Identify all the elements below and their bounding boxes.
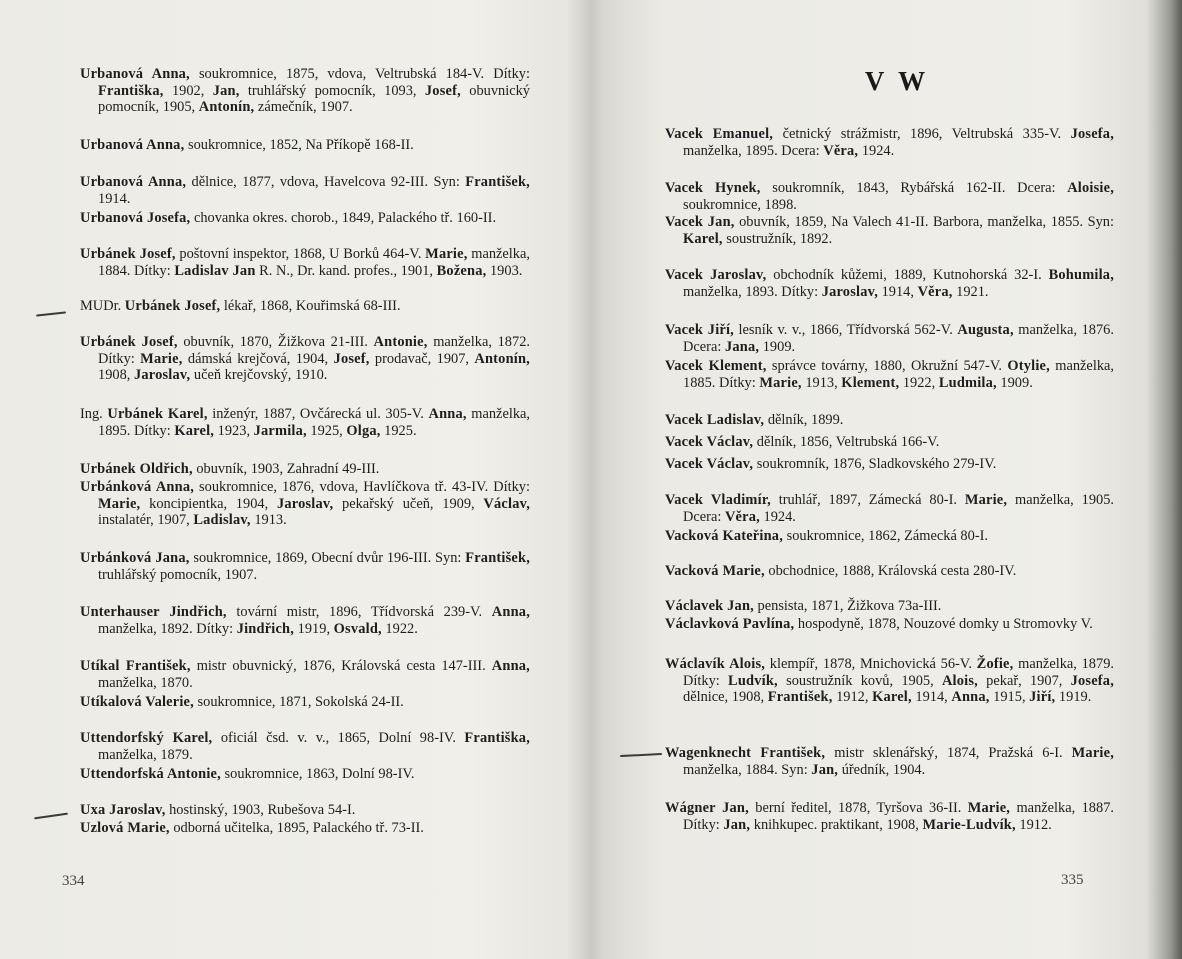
entry-name: Josef, [333,350,370,367]
entry-name: Anna, [428,406,467,422]
entry-text: manželka, 1876. Dcera: [683,322,1114,355]
directory-entry [665,267,1114,300]
entry-text: manželka, 1884. Dítky: [98,246,530,279]
entry-text: obuvník, 1903, Zahradní 49-III. [192,461,380,477]
entry-name: Anna, [491,658,530,674]
entry-name: Jan, [811,761,839,778]
entry-text: manželka, 1872. Dítky: [98,334,530,367]
entry-name: Utíkal František, [80,658,191,674]
entry-text: 1925. [380,422,417,439]
entry-text: obchodník kůžemi, 1889, Kutnohorská 32-I. [766,267,1049,283]
page-number: 334 [62,873,85,889]
entry-text: soukromnice, 1863, Dolní 98-IV. [220,766,415,782]
entry-name: Otylie, [1007,358,1050,374]
entry-name: Karel, [872,689,912,706]
directory-entry [80,658,530,691]
entry-text: dělnice, 1877, vdova, Havelcova 92-III. Syn: [186,174,466,190]
directory-entry [665,563,1114,580]
entry-text: hostinský, 1903, Rubešova 54-I. [165,802,356,818]
entry-name: Antonie, [373,334,428,350]
entry-name: František, [465,174,530,190]
entry-name: Uxa Jaroslav, [80,802,166,818]
entry-text: soukromnice, 1869, Obecní dvůr 196-III. Syn: [189,550,466,566]
entry-text: truhlář, 1897, Zámecká 80-I. [770,492,965,508]
entry-name: Marie, [964,492,1008,508]
directory-entry [80,479,530,529]
entry-name: Urbánek Karel, [107,406,208,422]
entry-name: Vacková Marie, [665,563,765,579]
directory-entry [665,492,1114,525]
directory-entry [80,694,530,711]
entry-text: pekařský učeň, 1909, [333,495,484,512]
entry-text: 1924. [759,508,796,525]
entry-text: úředník, 1904. [838,761,926,778]
entry-text: 1915, [989,689,1030,706]
directory-entry [80,802,530,819]
entry-text: 1919, [294,620,334,637]
directory-entry [665,616,1114,633]
entry-name: Osvald, [333,620,382,637]
entry-name: Augusta, [957,322,1014,338]
entry-text: mistr sklenářský, 1874, Pražská 6-I. [825,745,1072,761]
entry-text: manželka, 1879. Dítky: [683,656,1114,689]
entry-text: oficiál čsd. v. v., 1865, Dolní 98-IV. [212,730,465,746]
entry-text: 1909. [996,374,1033,391]
entry-name: Karel, [174,422,215,439]
entry-text: koncipientka, 1904, [140,495,277,512]
right-page [590,0,1182,959]
entry-text: odborná učitelka, 1895, Palackého tř. 73-II. [169,820,424,836]
directory-entry [665,214,1114,247]
entry-text: četnický strážmistr, 1896, Veltrubská 335-V. [773,126,1071,142]
entry-name: Vacek Ladislav, [665,412,765,428]
entry-text: 1921. [952,283,989,300]
entry-name: Věra, [823,142,859,159]
entry-text: lékař, 1868, Kouřimská 68-III. [220,298,401,314]
entry-name: Anna, [951,689,990,706]
entry-name: Uttendorfský Karel, [80,730,213,746]
entry-text: knihkupec. praktikant, 1908, [750,816,923,833]
entry-name: Josef, [424,82,461,99]
entry-name: Věra, [724,508,760,525]
entry-name: Jarmila, [253,422,307,439]
entry-name: Bohumila, [1048,267,1114,283]
directory-entry [665,180,1114,213]
entry-text: tovární mistr, 1896, Třídvorská 239-V. [226,604,492,620]
entry-name: Unterhauser Jindřich, [80,604,227,620]
entry-text: manželka, 1885. Dítky: [683,358,1114,391]
directory-entry [80,461,530,478]
entry-name: Urbánková Jana, [80,550,190,566]
entry-name: František, [465,550,530,566]
directory-entry [665,126,1114,159]
entry-text: soukromnice, 1875, vdova, Veltrubská 184-V. Dítky: [189,66,530,82]
entry-name: Jan, [723,816,751,833]
entry-name: Marie, [98,495,141,512]
entry-text: zámečník, 1907. [254,99,353,116]
entry-name: Vacek Jaroslav, [665,267,767,283]
entry-text: soustružník, 1892. [722,230,833,247]
entry-text: soukromnice, 1876, vdova, Havlíčkova tř. 43-IV. Dítky: [194,479,530,495]
entry-name: Vacek Vladimír, [665,492,771,508]
entry-text: truhlářský pomocník, 1093, [239,82,425,99]
left-page [0,0,585,959]
directory-entry [665,456,1114,473]
entry-text: manželka, 1893. Dítky: [683,283,822,300]
entry-name: Vacek Hynek, [665,180,761,196]
entry-name: Vacek Emanuel, [665,126,774,142]
entry-text: R. N., Dr. kand. profes., 1901, [255,262,437,279]
entry-text: berní ředitel, 1878, Tyršova 36-II. [748,800,968,816]
directory-entry [80,604,530,637]
entry-name: Žofie, [976,656,1014,672]
entry-text: soukromnice, 1898. [683,196,797,213]
directory-entry [80,766,530,783]
entry-name: Jaroslav, [821,283,878,300]
entry-name: Vacek Jiří, [665,322,734,338]
entry-name: Marie, [425,246,468,262]
entry-name: Antonín, [474,350,530,367]
entry-text: manželka, 1895. Dítky: [98,406,531,439]
entry-name: Václavková Pavlína, [665,616,795,632]
entry-text: poštovní inspektor, 1868, U Borků 464-V. [175,246,426,262]
entry-name: Františka, [464,730,530,746]
directory-entry [80,137,530,154]
entry-name: Ludvík, [728,672,778,689]
entry-name: Vacek Klement, [665,358,767,374]
entry-name: Utíkalová Valerie, [80,694,194,710]
entry-text: Ing. [80,406,108,422]
entry-name: Antonín, [198,99,255,116]
entry-name: Jana, [724,338,760,355]
entry-text: soukromnice, 1862, Zámecká 80-I. [783,528,989,544]
pencil-mark [34,813,68,819]
entry-name: Věra, [917,283,953,300]
entry-text: 1923, [214,422,254,439]
directory-entry [665,745,1114,778]
entry-name: Marie, [967,800,1011,816]
entry-text: 1913, [801,374,842,391]
entry-text: pekař, 1907, [977,672,1071,689]
entry-name: Urbanová Anna, [80,66,190,82]
entry-name: Urbánek Josef, [80,246,176,262]
directory-entry [665,598,1114,615]
entry-name: Josefa, [1070,126,1114,142]
directory-entry [665,322,1114,355]
entry-text: manželka, 1879. [98,746,193,763]
entry-text: 1908, [98,367,134,384]
entry-name: Urbánková Anna, [80,479,195,495]
entry-name: Ludmila, [938,374,997,391]
entry-text: 1914, [911,689,952,706]
entry-text: dělník, 1899. [764,412,844,428]
entry-name: Vacek Václav, [665,434,754,450]
entry-text: inženýr, 1887, Ovčárecká ul. 305-V. [207,406,429,422]
entry-name: Jan, [212,82,240,99]
entry-text: obuvnický pomocník, 1905, [98,82,531,116]
entry-name: Jaroslav, [133,367,191,384]
entry-name: Ladislav Jan [174,262,256,279]
entry-name: Jindřich, [236,620,295,637]
entry-text: obuvník, 1859, Na Valech 41-II. Barbora, manželka, 1855. Syn: [734,214,1114,230]
entry-text: 1912, [832,689,873,706]
entry-text: manželka, 1905. Dcera: [683,492,1115,525]
directory-entry [665,800,1114,833]
entry-text: 1925, [306,422,347,439]
entry-text: učeň krejčovský, 1910. [190,367,328,384]
entry-text: obchodnice, 1888, Královská cesta 280-IV. [764,563,1017,579]
entry-text: dělnice, 1908, [683,689,768,706]
entry-text: chovanka okres. chorob., 1849, Palackého tř. 160-II. [190,210,497,226]
entry-text: soustružník kovů, 1905, [777,672,942,689]
entry-text: mistr obuvnický, 1876, Královská cesta 147-III. [190,658,492,674]
directory-entry [80,174,530,207]
entry-name: Uttendorfská Antonie, [80,766,221,782]
entry-text: manželka, 1884. Syn: [683,761,812,778]
entry-name: Vacek Jan, [665,214,735,230]
entry-name: Karel, [683,230,723,247]
entry-text: prodavač, 1907, [369,350,475,367]
pencil-mark [36,311,66,316]
entry-name: Marie, [1071,745,1114,761]
entry-text: dělník, 1856, Veltrubská 166-V. [753,434,940,450]
directory-entry [80,246,530,279]
entry-name: Wáclavík Alois, [665,656,766,672]
entry-text: soukromnice, 1852, Na Příkopě 168-II. [184,137,414,153]
entry-text: 1914, [878,283,918,300]
entry-name: Václavek Jan, [665,598,754,614]
entry-name: Urbanová Anna, [80,174,187,190]
section-heading: V W [864,66,930,96]
directory-entry [665,412,1114,429]
directory-entry [665,358,1114,391]
entry-name: Božena, [436,262,487,279]
entry-text: 1913. [250,512,287,529]
entry-name: Františka, [98,82,164,99]
entry-name: Josefa, [1070,672,1114,689]
entry-name: Jiří, [1029,689,1056,706]
entry-text: manželka, 1870. [98,674,193,691]
entry-text: manželka, 1887. Dítky: [683,800,1114,833]
entry-name: Ladislav, [193,512,251,529]
directory-entry [80,66,530,116]
entry-name: Marie, [759,374,802,391]
entry-name: Uzlová Marie, [80,820,170,836]
entry-text: dámská krejčová, 1904, [182,350,334,367]
entry-name: Anna, [491,604,530,620]
entry-text: hospodyně, 1878, Nouzové domky u Stromovky V. [794,616,1093,632]
entry-name: Vacek Václav, [665,456,754,472]
entry-text: soukromník, 1876, Sladkovského 279-IV. [753,456,997,472]
entry-text: truhlářský pomocník, 1907. [98,566,258,583]
entry-text: 1902, [163,82,213,99]
entry-name: Olga, [346,422,381,439]
entry-text: 1924. [858,142,895,159]
entry-name: Alois, [941,672,978,689]
entry-name: Urbánek Oldřich, [80,461,193,477]
entry-name: František, [767,689,833,706]
entry-name: Wagenknecht František, [665,745,826,761]
entry-text: 1912. [1015,816,1052,833]
entry-text: 1922. [381,620,418,637]
directory-entry [80,406,530,439]
entry-name: Václav, [483,495,530,512]
entry-text: manželka, 1895. Dcera: [683,142,824,159]
entry-text: lesník v. v., 1866, Třídvorská 562-V. [733,322,958,338]
entry-name: Urbánek Josef, [124,298,221,314]
entry-text: soukromník, 1843, Rybářská 162-II. Dcera: [760,180,1068,196]
directory-entry [665,528,1114,545]
entry-text: 1914. [98,190,131,207]
entry-name: Urbánek Josef, [80,334,178,350]
entry-text: MUDr. [80,298,125,314]
entry-name: Vacková Kateřina, [665,528,783,544]
page-number: 335 [1061,872,1084,888]
directory-entry [80,298,530,315]
entry-text: obuvník, 1870, Žižkova 21-III. [177,334,374,350]
entry-text: 1909. [759,338,796,355]
entry-text: klempíř, 1878, Mnichovická 56-V. [765,656,977,672]
entry-text: 1903. [486,262,523,279]
entry-name: Urbanová Josefa, [80,210,191,226]
directory-entry [80,730,530,763]
pencil-mark [620,753,662,757]
entry-text: pensista, 1871, Žižkova 73a-III. [753,598,942,614]
directory-entry [665,434,1114,451]
entry-text: 1919. [1055,689,1092,706]
entry-name: Jaroslav, [276,495,334,512]
entry-name: Wágner Jan, [665,800,749,816]
entry-text: 1922, [899,374,939,391]
directory-entry [80,210,530,227]
directory-entry [80,550,530,583]
entry-text: soukromnice, 1871, Sokolská 24-II. [193,694,404,710]
entry-name: Urbanová Anna, [80,137,185,153]
entry-name: Klement, [841,374,900,391]
entry-name: Aloisie, [1067,180,1114,196]
entry-text: instalatér, 1907, [98,512,194,529]
entry-text: manželka, 1892. Dítky: [98,620,237,637]
directory-entry [665,656,1114,706]
directory-entry [80,820,530,837]
entry-name: Marie-Ludvík, [922,816,1016,833]
entry-text: správce továrny, 1880, Okružní 547-V. [766,358,1008,374]
entry-name: Marie, [140,350,183,367]
directory-entry [80,334,530,384]
